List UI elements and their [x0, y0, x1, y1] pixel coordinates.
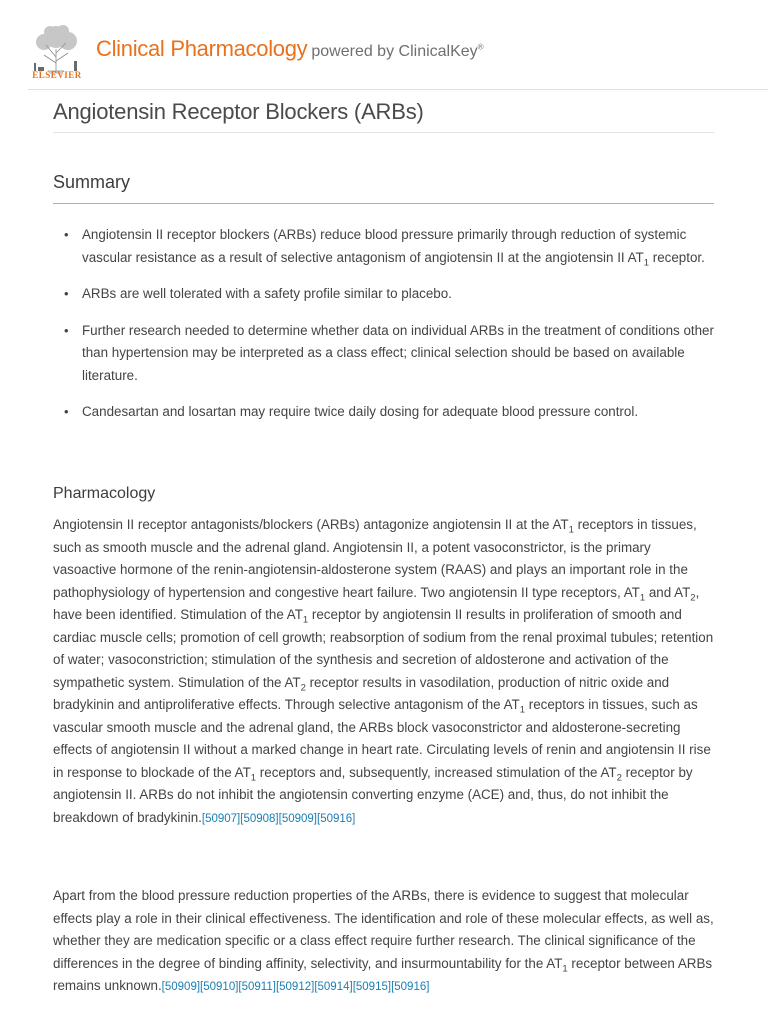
summary-list: [64, 224, 714, 438]
reference-link[interactable]: [50907]: [201, 812, 241, 825]
reference-link[interactable]: [50909]: [278, 812, 317, 825]
summary-item: • Angiotensin II receptor blockers (ARBs) reduce blood pressure primarily through reduction of systemic vascular resistance as a result of selective antagonism of angiotensin II at the angiotensin II $AT_1$ receptor.: [64, 224, 714, 269]
reference-link[interactable]: [50911]: [238, 981, 276, 993]
pharmacology-paragraph-1: Angiotensin II receptor antagonists/blockers (ARBs) antagonize angiotensin II at the $AT_1$ receptors in tissues, such as smooth muscle and the adrenal gland. Angiotensin II, a potent vasoconstrictor, is the primary vasoactive hormone of the renin-angiotensin-aldosterone system (RAAS) and plays an important role in the pathophysiology of hypertension and congestive heart failure. Two angiotensin II type receptors, $AT_1$ and $AT_2$, have been identified. Stimulation of the $AT_1$ receptor by angiotensin II results in proliferation of smooth and cardiac muscle cells; promotion of cell growth; reabsorption of sodium from the renal proximal tubules; retention of water; vasoconstriction; stimulation of the synthesis and secretion of aldosterone and activation of the sympathetic system. Stimulation of the $AT_2$ receptor results in vasodilation, production of nitric oxide and bradykinin and antiproliferative effects. Through selective antagonism of the $AT_1$ receptors in tissues, such as vascular smooth muscle and the adrenal gland, the ARBs block vasoconstrictor and aldosterone-secreting effects of angiotensin II without a marked change in heart rate. Circulating levels of renin and angiotensin II rise in response to blockade of the $AT_1$ receptors and, subsequently, increased stimulation of the $AT_2$ receptor by angiotensin II. ARBs do not inhibit the angiotensin converting enzyme (ACE) and, thus, do not inhibit the breakdown of bradykinin.[50907][50908][50909][50916]: [53, 517, 714, 825]
header-divider: [28, 89, 768, 90]
page-title: Angiotensin Receptor Blockers (ARBs): [53, 99, 424, 124]
pharmacology-heading: Pharmacology: [53, 485, 156, 502]
reference-link[interactable]: [50914]: [314, 981, 353, 993]
reference-link[interactable]: [50912]: [275, 981, 315, 993]
title-divider: [53, 132, 714, 133]
summary-divider: [53, 203, 714, 204]
brand-main: Clinical Pharmacology: [96, 36, 308, 61]
header: [0, 0, 768, 90]
reference-link[interactable]: [50915]: [352, 981, 392, 993]
reference-link[interactable]: [50916]: [391, 981, 430, 993]
brand-sub: powered by ClinicalKey®: [311, 42, 484, 60]
summary-item: • Further research needed to determine whether data on individual ARBs in the treatment of conditions other than hypertension may be interpreted as a class effect; clinical selection should be based on available literature.: [64, 320, 714, 388]
summary-item: • Candesartan and losartan may require twice daily dosing for adequate blood pressure control.: [64, 401, 714, 424]
product-brand[interactable]: [96, 36, 484, 62]
pharmacology-paragraph-2: Apart from the blood pressure reduction properties of the ARBs, there is evidence to suggest that molecular effects play a role in their clinical effectiveness. The identification and role of these molecular effects, as well as, whether they are medication specific or a class effect require further research. The clinical significance of the differences in the degree of binding affinity, selectivity, and insurmountability for the $AT_1$ receptor between ARBs remains unknown.[50909][50910][50911][50912][50914][50915][50916]: [53, 888, 714, 993]
reference-link[interactable]: [50910]: [200, 981, 239, 993]
publisher-wordmark: ELSEVIER: [32, 70, 82, 80]
reference-link[interactable]: [50908]: [240, 812, 279, 825]
summary-item: • ARBs are well tolerated with a safety profile similar to placebo.: [64, 283, 714, 306]
reference-link[interactable]: [50916]: [317, 812, 356, 825]
reference-link[interactable]: [50909]: [161, 981, 201, 993]
summary-heading: Summary: [53, 172, 131, 192]
